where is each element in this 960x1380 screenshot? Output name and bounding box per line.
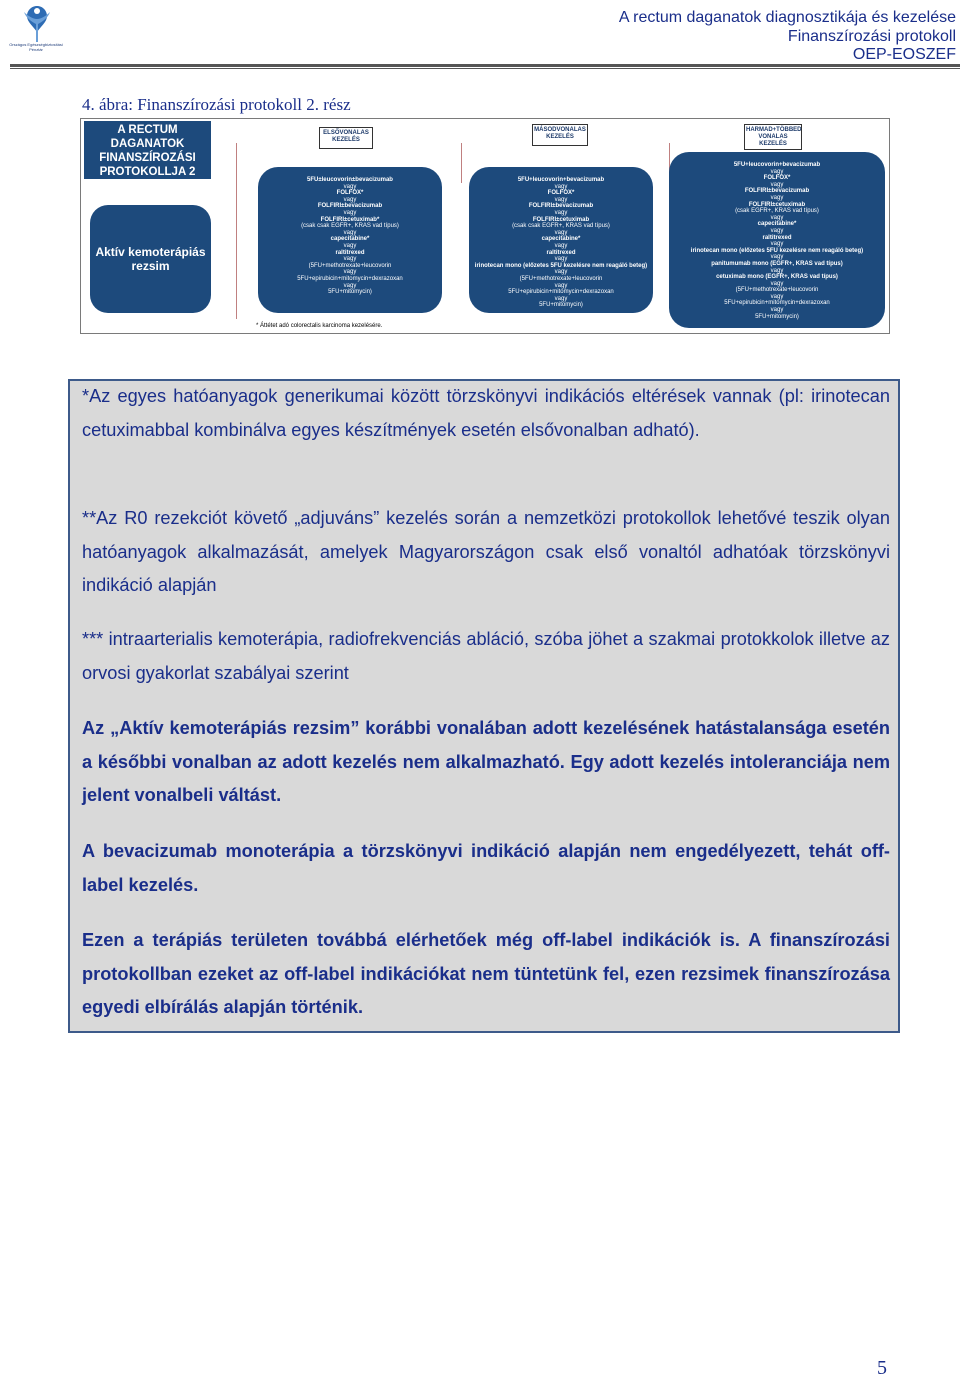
drug-box-line: irinotecan mono (előzetes 5FU kezelésre nem reagáló beteg) bbox=[690, 247, 864, 254]
drug-box-line: FOLFIRI±bevacizumab bbox=[317, 203, 383, 210]
drug-box-line: (5FU+methotrexate+leucovorin bbox=[735, 287, 819, 294]
drug-box-line: 5FU+mitomycin) bbox=[539, 302, 583, 309]
drug-box-line: (5FU+methotrexate+leucovorin bbox=[519, 275, 603, 282]
drug-box-line: FOLFIRI±cetuximab* bbox=[320, 216, 380, 223]
connector-line bbox=[236, 143, 237, 319]
first-line-drug-box bbox=[258, 167, 442, 313]
drug-box-line: vagy bbox=[770, 254, 784, 261]
note-paragraph: **Az R0 rezekciót követő „adjuváns” kezelés során a nemzetközi protokollok lehetővé teszik olyan hatóanyagok alkalmazását, amelyek Magyarországon csak első vonaltól adhatóak törzskönyvi indikáció alapján bbox=[82, 508, 890, 596]
page-number: 5 bbox=[877, 1357, 887, 1379]
drug-box-line: vagy bbox=[770, 214, 784, 221]
logo-emblem-icon bbox=[6, 2, 68, 46]
second-line-label: MÁSODVONALAS KEZELÉS bbox=[532, 124, 588, 146]
flowchart bbox=[80, 118, 890, 334]
drug-box-line: vagy bbox=[343, 269, 357, 276]
drug-box-line: FOLFIRI±cetuximab bbox=[532, 216, 590, 223]
drug-box-line: FOLFOX* bbox=[547, 190, 575, 197]
drug-box-line: FOLFOX* bbox=[763, 175, 791, 182]
drug-box-line: vagy bbox=[770, 241, 784, 248]
drug-box-line: 5FU+epirubicin+mitomycin+dexrazoxan bbox=[297, 275, 403, 282]
drug-box-line: vagy bbox=[770, 168, 784, 175]
connector-line bbox=[461, 143, 462, 183]
note-paragraph: Az „Aktív kemoterápiás rezsim” korábbi vonalában adott kezelésének hatástalansága esetén a későbbi vonalban az adott kezelés nem alkalmazható. Egy adott kezelés intoleranciája nem jelent vonalbeli váltást. bbox=[82, 718, 890, 806]
drug-box-line: cetuximab mono (EGFR+, KRAS vad típus) bbox=[716, 274, 838, 281]
drug-box-line: vagy bbox=[554, 256, 568, 263]
protocol-title-box: A RECTUM DAGANATOK FINANSZÍROZÁSI PROTOKOLLJA 2 bbox=[84, 121, 211, 179]
drug-box-line: vagy bbox=[554, 183, 568, 190]
drug-box-line: 5FU+leucovorin+bevacizumab bbox=[733, 162, 821, 168]
header-line-2: Finanszírozási protokoll bbox=[787, 27, 956, 45]
drug-box-line: vagy bbox=[554, 282, 568, 289]
drug-box-line: vagy bbox=[770, 267, 784, 274]
drug-box-line: vagy bbox=[554, 269, 568, 276]
second-line-drug-box bbox=[469, 167, 653, 313]
drug-box-line: vagy bbox=[343, 229, 357, 236]
notes-box bbox=[68, 379, 900, 1033]
drug-box-line: capecitabine* bbox=[330, 236, 370, 243]
drug-box-line: vagy bbox=[554, 196, 568, 203]
drug-box-line: vagy bbox=[770, 293, 784, 300]
drug-box-line: vagy bbox=[343, 209, 357, 216]
drug-box-line: (5FU+methotrexate+leucovorin bbox=[308, 262, 392, 269]
drug-box-line: vagy bbox=[770, 280, 784, 287]
note-paragraph: Ezen a terápiás területen továbbá elérhetőek még off-label indikációk is. A finanszírozási protokollban ezeket az off-label indikációkat nem tüntetünk fel, ezen rezsimek finanszírozása egyedi elbírálás alapján történik. bbox=[82, 930, 890, 1018]
regime-box bbox=[90, 205, 211, 313]
drug-box-line: vagy bbox=[343, 183, 357, 190]
drug-box-line: 5FU+epirubicin+mitomycin+dexrazoxan bbox=[724, 300, 830, 307]
drug-box-line: vagy bbox=[343, 196, 357, 203]
header-line-1: A rectum daganatok diagnosztikája és kezelése bbox=[618, 9, 956, 26]
first-line-label: ELSŐVONALAS KEZELÉS bbox=[319, 127, 373, 149]
drug-box-line: capecitabine* bbox=[757, 221, 797, 228]
drug-box-line: vagy bbox=[770, 307, 784, 314]
drug-box-line: vagy bbox=[554, 209, 568, 216]
third-line-label: HARMAD+TÖBBED VONALAS KEZELÉS bbox=[744, 124, 802, 150]
drug-box-line: 5FU+leucovorin+bevacizumab bbox=[517, 177, 605, 183]
drug-box-line: vagy bbox=[770, 194, 784, 201]
drug-box-line: 5FU+epirubicin+mitomycin+dexrazoxan bbox=[508, 289, 614, 296]
drug-box-line: FOLFIRI±cetuximab bbox=[748, 201, 806, 208]
regime-label: Aktív kemoterápiás rezsim bbox=[95, 245, 206, 273]
drug-box-line: panitumumab mono (EGFR+, KRAS vad típus) bbox=[711, 260, 843, 267]
drug-box-line: (csak EGFR+, KRAS vad típus) bbox=[735, 208, 819, 215]
running-header bbox=[619, 9, 956, 65]
drug-box-line: raltitrexed bbox=[546, 249, 576, 256]
drug-box-line: vagy bbox=[554, 295, 568, 302]
header-divider bbox=[10, 64, 960, 67]
note-paragraph: A bevacizumab monoterápia a törzskönyvi indikáció alapján nem engedélyezett, tehát off-label kezelés. bbox=[82, 841, 890, 895]
header-line-3: OEP-EOSZEF bbox=[852, 46, 956, 63]
drug-box-line: (csak csak EGFR+, KRAS vad típus) bbox=[301, 223, 399, 230]
drug-box-line: irinotecan mono (előzetes 5FU kezelésre nem reagáló beteg) bbox=[474, 262, 648, 269]
drug-box-line: vagy bbox=[770, 227, 784, 234]
drug-box-line: vagy bbox=[770, 181, 784, 188]
drug-box-line: FOLFOX* bbox=[336, 190, 364, 197]
drug-box-line: 5FU±leucovorin±bevacizumab bbox=[307, 177, 393, 183]
drug-box-line: 5FU+mitomycin) bbox=[328, 289, 372, 296]
drug-box-line: 5FU+mitomycin) bbox=[755, 313, 799, 320]
figure-title: 4. ábra: Finanszírozási protokoll 2. rész bbox=[82, 95, 351, 114]
drug-box-line: (csak csak EGFR+, KRAS vad típus) bbox=[512, 223, 610, 230]
third-line-drug-box bbox=[669, 152, 885, 328]
note-paragraph: *** intraarterialis kemoterápia, radiofrekvenciás abláció, szóba jöhet a szakmai protokkolok illetve az orvosi gyakorlat szabályai szerint bbox=[82, 629, 890, 683]
drug-box-line: FOLFIRI±bevacizumab bbox=[528, 203, 594, 210]
logo-caption: Országos Egészségbiztosítási Pénztár bbox=[9, 42, 63, 52]
figure-footnote: * Áttétet adó colorectalis karcinoma kezelésére. bbox=[256, 323, 383, 329]
drug-box-line: vagy bbox=[343, 256, 357, 263]
drug-box-line: capecitabine* bbox=[541, 236, 581, 243]
drug-box-line: FOLFIRI±bevacizumab bbox=[744, 188, 810, 195]
drug-box-line: vagy bbox=[343, 282, 357, 289]
note-paragraph: *Az egyes hatóanyagok generikumai között törzskönyvi indikációs eltérések vannak (pl: irinotecan cetuximabbal kombinálva egyes készítmények esetén elsővonalban adható). bbox=[82, 386, 890, 440]
drug-box-line: raltitrexed bbox=[335, 249, 365, 256]
header-divider-thin bbox=[10, 68, 960, 69]
drug-box-line: raltitrexed bbox=[762, 234, 792, 241]
drug-box-line: vagy bbox=[554, 229, 568, 236]
drug-box-line: vagy bbox=[554, 242, 568, 249]
drug-box-line: vagy bbox=[343, 242, 357, 249]
